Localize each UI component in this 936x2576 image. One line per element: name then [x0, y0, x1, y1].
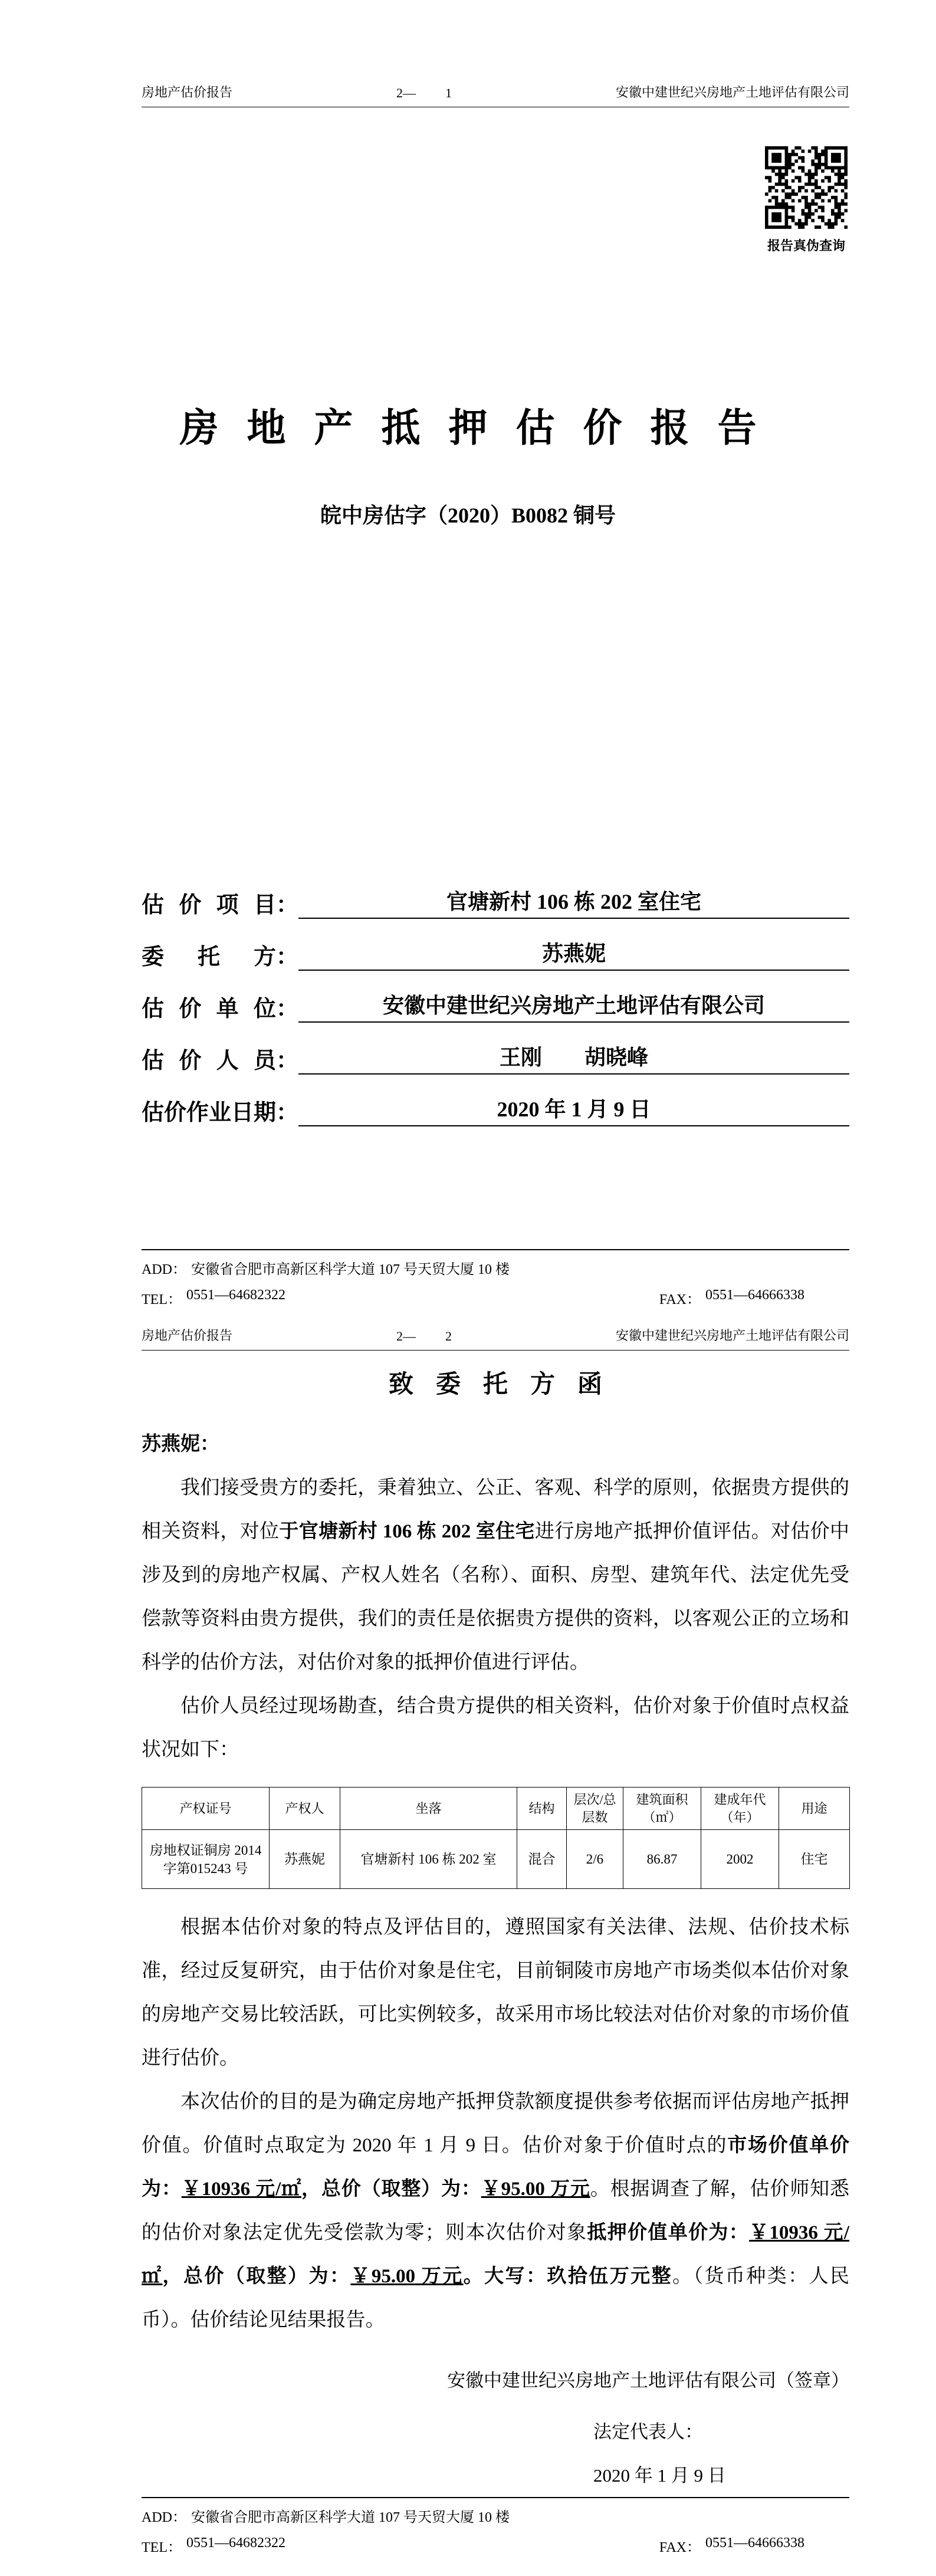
cell-usage: 住宅 — [779, 1830, 850, 1889]
field-colon: ： — [276, 997, 299, 1021]
page1-header — [142, 83, 849, 107]
col-location: 坐落 — [340, 1788, 517, 1830]
footer-fax-value: 0551—64666338 — [705, 1287, 804, 1303]
letter-paragraph-2: 估价人员经过现场勘查，结合贵方提供的相关资料，估价对象于价值时点权益状况如下： — [142, 1696, 849, 1760]
footer-tel-value: 0551—64682322 — [186, 1287, 285, 1303]
table-header-row — [142, 1788, 850, 1830]
col-structure: 结构 — [517, 1788, 567, 1830]
field-row-appraisers — [142, 1039, 849, 1075]
cell-location: 官塘新村 106 栋 202 室 — [340, 1830, 517, 1889]
signature-date: 2020 年 1 月 9 日 — [593, 2465, 726, 2486]
footer-fax — [659, 1287, 804, 1308]
field-value-client: 苏燕妮 — [298, 937, 849, 971]
header-current-page: 2 — [445, 1329, 452, 1343]
footer-tel-value: 0551—64682322 — [186, 2535, 285, 2551]
letter-body — [142, 1365, 849, 2498]
field-colon: ： — [276, 1049, 299, 1073]
field-label: 估价作业日期 — [142, 1100, 277, 1125]
field-value-project: 官塘新村 106 栋 202 室住宅 — [298, 885, 849, 919]
col-year-built: 建成年代（年） — [701, 1788, 779, 1830]
col-floor: 层次/总层数 — [567, 1788, 623, 1830]
footer-fax-label: FAX： — [659, 1292, 701, 1307]
page1-footer — [142, 1249, 849, 1308]
cell-structure: 混合 — [517, 1830, 567, 1889]
header-current-page: 1 — [445, 86, 452, 100]
letter-paragraph-3: 根据本估价对象的特点及评估目的，遵照国家有关法律、法规、估价技术标准，经过反复研究，由于估价对象是住宅，目前铜陵市房地产市场类似本估价对象的房地产交易比较活跃，可比实例较多，故采用市场比较法对估价对象的市场价值进行估价。 — [142, 1917, 849, 2069]
field-row-date — [142, 1091, 849, 1126]
report-number: 皖中房估字（2020）B0082 铜号 — [320, 504, 616, 527]
footer-address-row — [142, 1257, 849, 1278]
header-doc-title: 房地产估价报告 — [142, 1328, 233, 1343]
cell-cert-no: 房地权证铜房 2014 字第015243 号 — [142, 1830, 270, 1889]
qr-code — [765, 146, 848, 229]
header-page-number — [396, 1329, 452, 1344]
footer-fax-value: 0551—64666338 — [705, 2535, 804, 2551]
page2-header — [142, 1326, 849, 1351]
cell-area: 86.87 — [623, 1830, 701, 1889]
field-value-date: 2020 年 1 月 9 日 — [298, 1093, 849, 1126]
field-label: 估价单位 — [142, 997, 276, 1021]
field-row-agency — [142, 987, 849, 1023]
field-label: 委托方 — [142, 945, 276, 970]
company-signature-line: 安徽中建世纪兴房地产土地评估有限公司（签章） — [447, 2370, 849, 2391]
footer-contact-row — [142, 2535, 849, 2556]
field-colon: ： — [276, 893, 299, 918]
field-value-appraisers: 王刚 胡晓峰 — [298, 1041, 849, 1075]
cover-fields — [142, 883, 849, 1143]
property-rights-table — [142, 1787, 850, 1889]
col-area: 建筑面积（㎡） — [623, 1788, 701, 1830]
letter-paragraph-4: 本次估价的目的是为确定房地产抵押贷款额度提供参考依据而评估房地产抵押价值。价值时点取定为 2020 年 1 月 9 日。估价对象于价值时点的市场价值单价为：￥10936 元/㎡，总价（取整）为：￥95.00 万元。根据调查了解，估价师知悉的估价对象法定优先受偿款为零；则本次估价对象抵押价值单价为：￥10936 元/㎡，总价（取整）为：￥95.00 万元。大写：玖拾伍万元整。（货币种类：人民币）。估价结论见结果报告。 — [142, 2091, 850, 2331]
qr-block — [765, 146, 848, 254]
footer-add-label: ADD： — [142, 2510, 186, 2525]
letter-title: 致委托方函 — [388, 1371, 625, 1398]
page2-footer — [142, 2497, 849, 2556]
field-row-project — [142, 883, 849, 919]
field-label: 估价人员 — [142, 1049, 276, 1073]
qr-caption: 报告真伪查询 — [767, 238, 845, 253]
legal-representative-label: 法定代表人： — [593, 2421, 703, 2443]
header-page-number — [396, 86, 452, 101]
footer-tel — [142, 2535, 285, 2556]
footer-address-row — [142, 2505, 849, 2526]
field-colon: ： — [276, 945, 299, 970]
report-title: 房地产抵押估价报告 — [179, 407, 785, 450]
col-owner: 产权人 — [270, 1788, 340, 1830]
footer-contact-row — [142, 1287, 849, 1308]
footer-fax-label: FAX： — [659, 2540, 701, 2555]
table-row — [142, 1830, 850, 1889]
field-label: 估价项目 — [142, 893, 276, 918]
cell-owner: 苏燕妮 — [270, 1830, 340, 1889]
footer-tel — [142, 1287, 285, 1308]
legal-representative-block — [593, 2410, 849, 2498]
footer-add-label: ADD： — [142, 1262, 186, 1277]
footer-address: 安徽省合肥市高新区科学大道 107 号天贸大厦 10 楼 — [191, 1262, 510, 1277]
letter-salutation: 苏燕妮： — [142, 1434, 219, 1455]
header-company-name: 安徽中建世纪兴房地产土地评估有限公司 — [615, 1328, 849, 1343]
page-2 — [0, 1306, 936, 2576]
header-doc-title: 房地产估价报告 — [142, 85, 233, 100]
header-pages-total: 2— — [396, 86, 416, 100]
header-company-name: 安徽中建世纪兴房地产土地评估有限公司 — [615, 85, 849, 100]
header-pages-total: 2— — [396, 1329, 416, 1343]
col-usage: 用途 — [779, 1788, 850, 1830]
cell-floor: 2/6 — [567, 1830, 623, 1889]
letter-paragraph-1: 我们接受贵方的委托，秉着独立、公正、客观、科学的原则，依据贵方提供的相关资料，对位于官塘新村 106 栋 202 室住宅进行房地产抵押价值评估。对估价中涉及到的房地产权属、产权人姓名（名称）、面积、房型、建筑年代、法定优先受偿款等资料由贵方提供，我们的责任是依据贵方提供的资料，以客观公正的立场和科学的估价方法，对估价对象的抵押价值进行评估。 — [142, 1477, 850, 1673]
footer-fax — [659, 2535, 804, 2556]
cell-year-built: 2002 — [701, 1830, 779, 1889]
footer-tel-label: TEL： — [142, 2540, 182, 2555]
col-cert-no: 产权证号 — [142, 1788, 270, 1830]
field-colon: ： — [276, 1100, 299, 1125]
field-row-client — [142, 935, 849, 971]
footer-address: 安徽省合肥市高新区科学大道 107 号天贸大厦 10 楼 — [191, 2510, 510, 2525]
footer-tel-label: TEL： — [142, 1292, 182, 1307]
field-value-agency: 安徽中建世纪兴房地产土地评估有限公司 — [298, 989, 849, 1023]
